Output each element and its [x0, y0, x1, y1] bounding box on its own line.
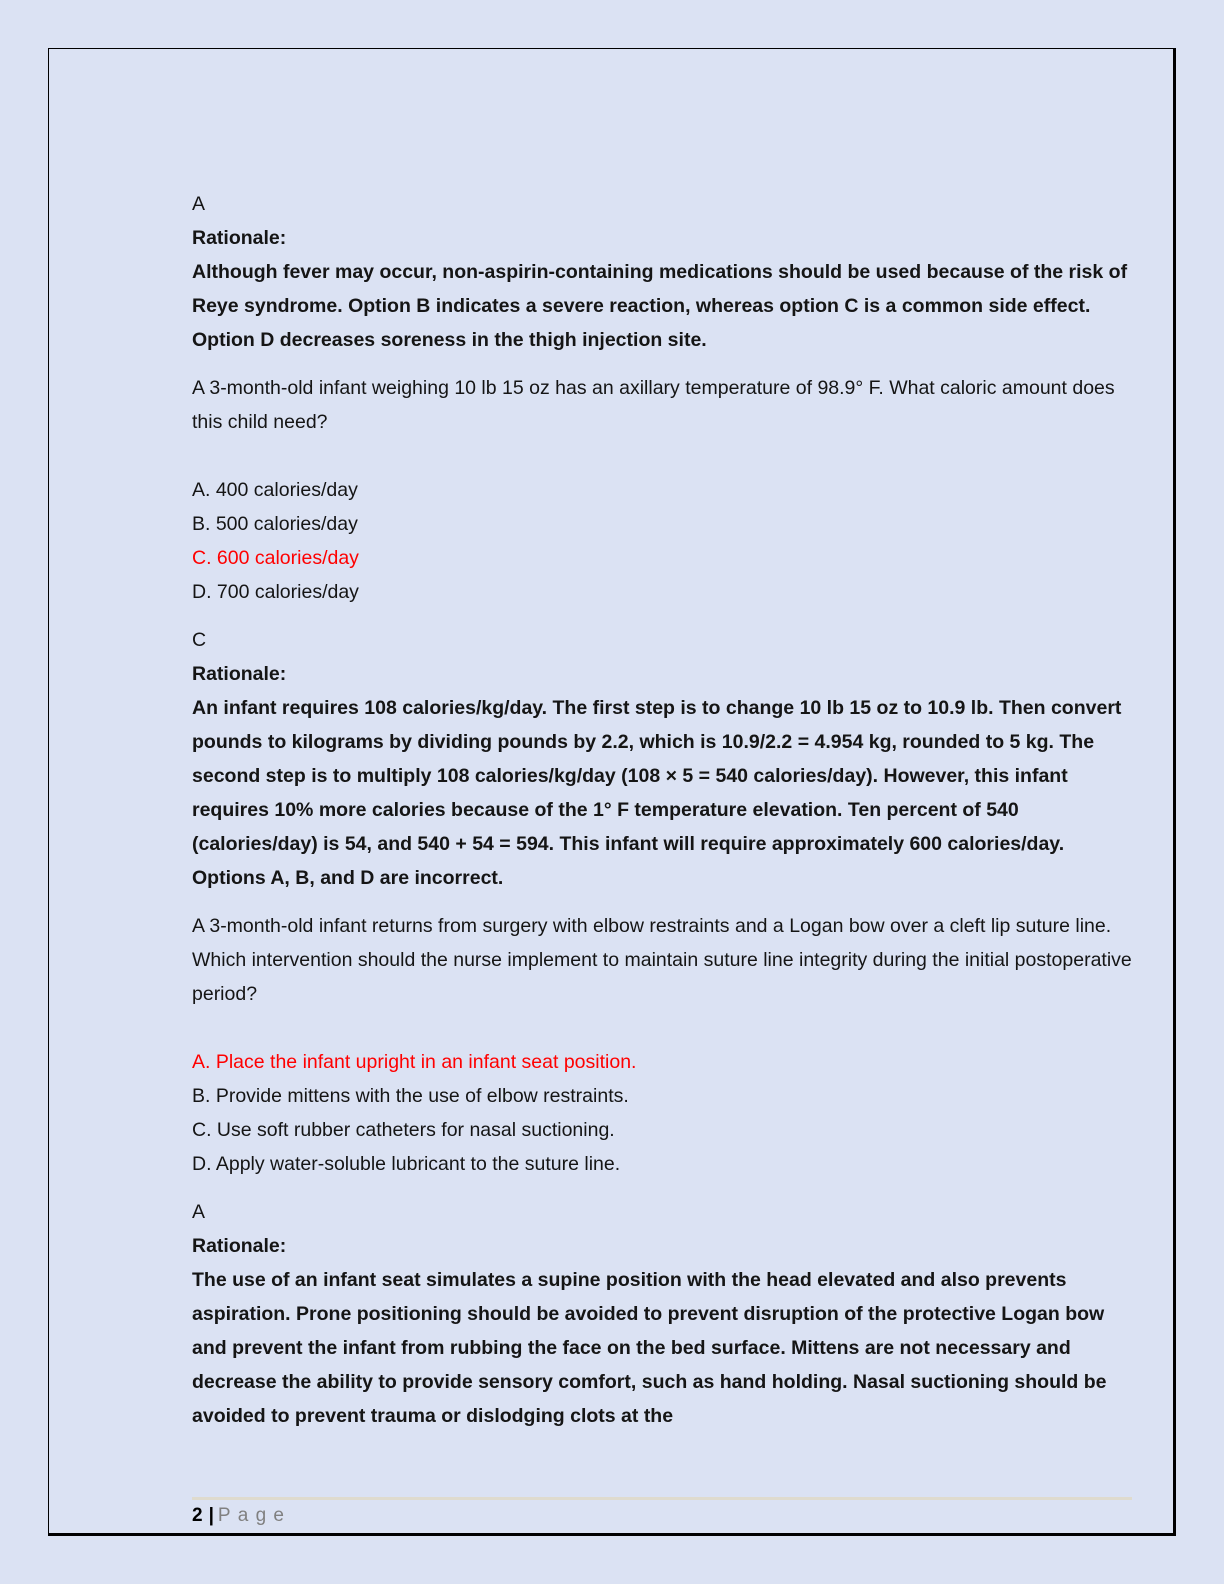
- question-text-1: A 3-month-old infant weighing 10 lb 15 oz has an axillary temperature of 98.9° F. What caloric amount does this child need?: [192, 377, 1115, 433]
- page-content: [192, 187, 1142, 1433]
- rationale-label: Rationale:: [192, 663, 287, 685]
- footer-divider: [192, 1497, 1132, 1500]
- answer-block-2: [192, 623, 1142, 895]
- answer-option-a-highlighted: A. Place the infant upright in an infant seat position.: [192, 1051, 637, 1073]
- answer-option-c: C. Use soft rubber catheters for nasal suctioning.: [192, 1119, 615, 1141]
- footer-separator: |: [208, 1505, 214, 1526]
- answer-block-1: [192, 187, 1142, 357]
- footer-text: [192, 1503, 1144, 1529]
- blank-line: [192, 1011, 1142, 1045]
- question-text-2: A 3-month-old infant returns from surgery with elbow restraints and a Logan bow over a cleft lip suture line. Which intervention should the nurse implement to maintain suture line integrity during the initial postoperative period?: [192, 915, 1132, 1005]
- answer-option-b: B. Provide mittens with the use of elbow restraints.: [192, 1085, 629, 1107]
- answer-option-d: D. 700 calories/day: [192, 581, 359, 603]
- rationale-label: Rationale:: [192, 1235, 287, 1257]
- answer-block-3: [192, 1195, 1142, 1433]
- rationale-text: An infant requires 108 calories/kg/day. The first step is to change 10 lb 15 oz to 10.9 lb. Then convert pounds to kilograms by dividing pounds by 2.2, which is 10.9/2.2 = 4.954 kg, rounded to 5 kg. The second step is to multiply 108 calories/kg/day (108 × 5 = 540 calories/day). However, this infant requires 10% more calories because of the 1° F temperature elevation. Ten percent of 540 (calories/day) is 54, and 540 + 54 = 594. This infant will require approximately 600 calories/day. Options A, B, and D are incorrect.: [192, 697, 1122, 889]
- answer-letter: C: [192, 629, 207, 651]
- page-number: 2: [192, 1505, 203, 1526]
- answer-letter: A: [192, 1201, 206, 1223]
- answer-option-a: A. 400 calories/day: [192, 479, 358, 501]
- answer-option-d: D. Apply water-soluble lubricant to the suture line.: [192, 1153, 621, 1175]
- answer-option-b: B. 500 calories/day: [192, 513, 358, 535]
- blank-line: [192, 439, 1142, 473]
- answer-letter: A: [192, 193, 206, 215]
- footer-page-label: Page: [217, 1505, 292, 1526]
- answer-option-c-highlighted: C. 600 calories/day: [192, 547, 359, 569]
- rationale-text: Although fever may occur, non-aspirin-containing medications should be used because of the risk of Reye syndrome. Option B indicates a severe reaction, whereas option C is a common side effect. Option D decreases soreness in the thigh injection site.: [192, 261, 1128, 351]
- rationale-text: The use of an infant seat simulates a supine position with the head elevated and also prevents aspiration. Prone positioning should be avoided to prevent disruption of the protective Logan bow and prevent the infant from rubbing the face on the bed surface. Mittens are not necessary and decrease the ability to provide sensory comfort, such as hand holding. Nasal suctioning should be avoided to prevent trauma or dislodging clots at the: [192, 1269, 1107, 1427]
- rationale-label: Rationale:: [192, 227, 287, 249]
- options-list-2: [192, 1045, 1142, 1181]
- page-footer: [192, 1497, 1144, 1529]
- options-list-1: [192, 473, 1142, 609]
- page-border: [48, 48, 1176, 1536]
